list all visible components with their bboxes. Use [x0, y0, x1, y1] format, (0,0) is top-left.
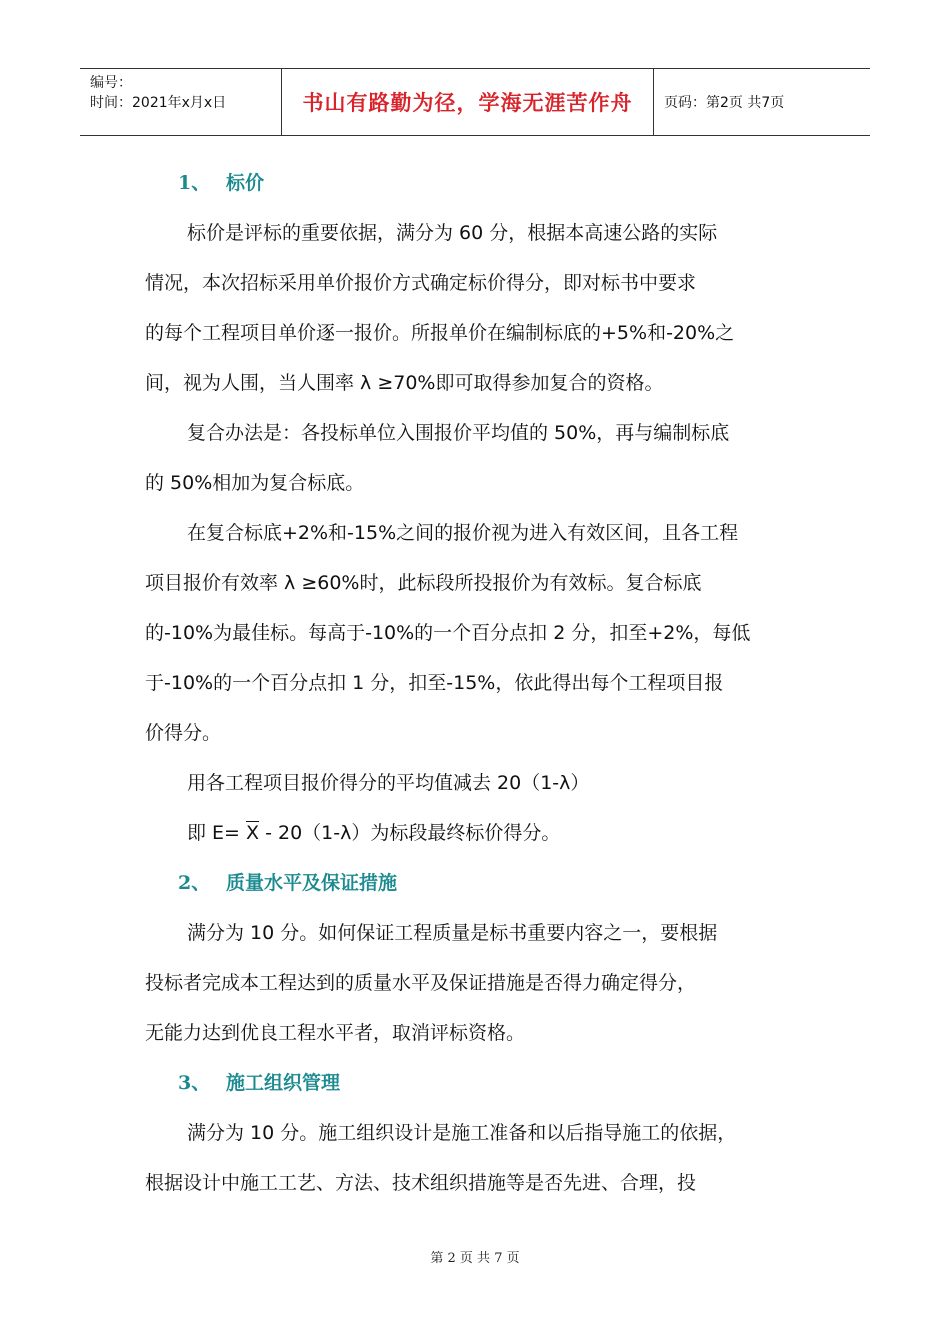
section-heading-3 [145, 1058, 810, 1108]
paragraph-line: 情况，本次招标采用单价报价方式确定标价得分，即对标书中要求 [145, 272, 697, 294]
section-number: 3、 [178, 1072, 211, 1094]
paragraph [145, 808, 810, 858]
paragraph [145, 758, 810, 808]
page-footer: 第 2 页 共 7 页 [430, 1251, 520, 1266]
paragraph [145, 408, 810, 508]
number-label: 编号： [90, 75, 132, 91]
paragraph-line: 价得分。 [145, 722, 222, 744]
paragraph-line: 的每个工程项目单价逐一报价。所报单价在编制标底的+5%和-20%之 [145, 322, 735, 344]
paragraph-line: 间，视为人围，当人围率 λ ≥70%即可取得参加复合的资格。 [145, 372, 664, 394]
formula-intro: 用各工程项目报价得分的平均值减去 20（1-λ） [187, 772, 590, 794]
formula-prefix: 即 E= [187, 822, 247, 844]
header-page-number: 页码：第2页 共7页 [664, 95, 785, 111]
paragraph [145, 1108, 810, 1208]
section-title: 质量水平及保证措施 [226, 872, 398, 894]
paragraph-line: 在复合标底+2%和-15%之间的报价视为进入有效区间，且各工程 [187, 522, 739, 544]
section-heading-1 [145, 158, 810, 208]
document-body [145, 158, 810, 1208]
page-header [80, 68, 870, 136]
paragraph-line: 于-10%的一个百分点扣 1 分，扣至-15%，依此得出每个工程项目报 [145, 672, 724, 694]
paragraph-line: 标价是评标的重要依据，满分为 60 分，根据本高速公路的实际 [187, 222, 718, 244]
date-label: 时间：2021年x月x日 [90, 95, 227, 111]
paragraph-line: 投标者完成本工程达到的质量水平及保证措施是否得力确定得分， [145, 972, 697, 994]
paragraph-line: 复合办法是：各投标单位入围报价平均值的 50%，再与编制标底 [187, 422, 730, 444]
paragraph-line: 无能力达到优良工程水平者，取消评标资格。 [145, 1022, 526, 1044]
section-title: 施工组织管理 [226, 1072, 341, 1094]
paragraph-line: 根据设计中施工工艺、方法、技术组织措施等是否先进、合理，投 [145, 1172, 697, 1194]
paragraph [145, 908, 810, 1058]
formula-x-bar: $\overline{X}$ [246, 822, 260, 844]
formula-line [145, 808, 810, 858]
section-number: 2、 [178, 872, 211, 894]
paragraph [145, 508, 810, 758]
section-heading-2 [145, 858, 810, 908]
header-meta [80, 69, 282, 135]
paragraph [145, 208, 810, 408]
paragraph-line: 的 50%相加为复合标底。 [145, 472, 365, 494]
header-motto: 书山有路勤为径，学海无涯苦作舟 [282, 69, 654, 135]
formula-suffix: - 20（1-λ）为标段最终标价得分。 [259, 822, 561, 844]
paragraph-line: 项目报价有效率 λ ≥60%时，此标段所投报价为有效标。复合标底 [145, 572, 702, 594]
section-number: 1、 [178, 172, 211, 194]
section-title: 标价 [226, 172, 265, 194]
paragraph-line: 满分为 10 分。施工组织设计是施工准备和以后指导施工的依据， [187, 1122, 737, 1144]
paragraph-line: 满分为 10 分。如何保证工程质量是标书重要内容之一，要根据 [187, 922, 718, 944]
paragraph-line: 的-10%为最佳标。每高于-10%的一个百分点扣 2 分，扣至+2%，每低 [145, 622, 751, 644]
